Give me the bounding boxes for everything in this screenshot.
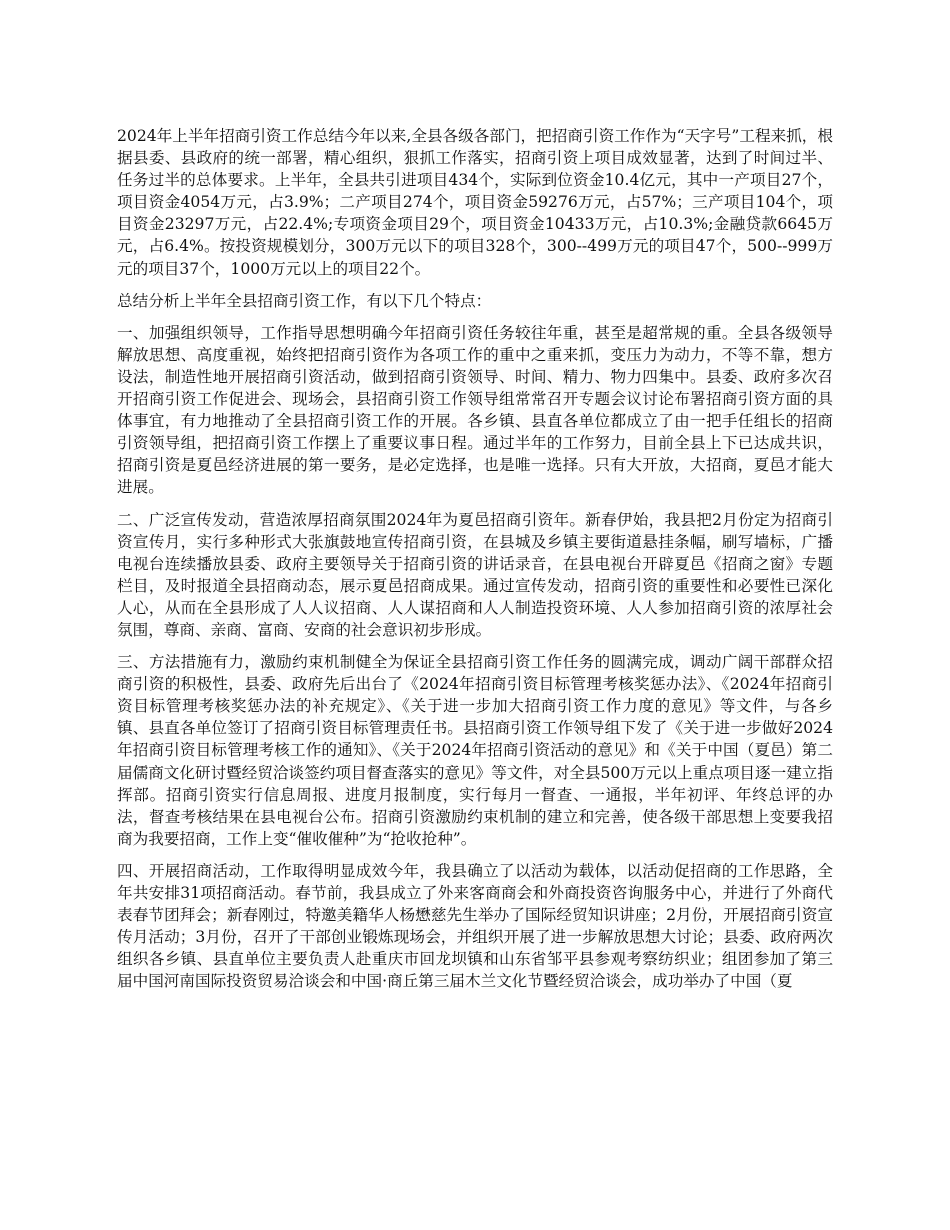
paragraph-summary-lead: 总结分析上半年全县招商引资工作，有以下几个特点： xyxy=(117,291,492,310)
paragraph-section-1: 一、加强组织领导，工作指导思想明确今年招商引资任务较往年重，甚至是超常规的重。全县各级领导解放思想、高度重视，始终把招商引资作为各项工作的重中之重来抓，变压力为动力，不等不靠，想方设法，制造性地开展招商引资活动，做到招商引资领导、时间、精力、物力四集中。县委、政府多次召开招商引资工作促进会、现场会，县招商引资工作领导组常常召开专题会议讨论布署招商引资方面的具体事宜，有力地推动了全县招商引资工作的开展。各乡镇、县直各单位都成立了由一把手任组长的招商引资领导组，把招商引资工作摆上了重要议事日程。通过半年的工作努力，目前全县上下已达成共识，招商引资是夏邑经济进展的第一要务，是必定选择，也是唯一选择。只有大开放，大招商，夏邑才能大进展。 xyxy=(117,323,833,497)
paragraph-section-2: 二、广泛宣传发动，营造浓厚招商氛围2024年为夏邑招商引资年。新春伊始，我县把2月份定为招商引资宣传月，实行多种形式大张旗鼓地宣传招商引资，在县城及乡镇主要街道悬挂条幅，刷写墙标，广播电视台连续播放县委、政府主要领导关于招商引资的讲话录音，在县电视台开辟夏邑《招商之窗》专题栏目，及时报道全县招商动态，展示夏邑招商成果。通过宣传发动，招商引资的重要性和必要性已深化人心，从而在全县形成了人人议招商、人人谋招商和人人制造投资环境、人人参加招商引资的浓厚社会氛围，尊商、亲商、富商、安商的社会意识初步形成。 xyxy=(117,510,833,639)
paragraph-section-3: 三、方法措施有力，激励约束机制健全为保证全县招商引资工作任务的圆满完成，调动广阔干部群众招商引资的积极性，县委、政府先后出台了《2024年招商引资目标管理考核奖惩办法》、《2024年招商引资目标管理考核奖惩办法的补充规定》、《关于进一步加大招商引资工作力度的意见》等文件，与各乡镇、县直各单位签订了招商引资目标管理责任书。县招商引资工作领导组下发了《关于进一步做好2024年招商引资目标管理考核工作的通知》、《关于2024年招商引资活动的意见》和《关于中国（夏邑）第二届儒商文化研讨暨经贸洽谈签约项目督查落实的意见》等文件，对全县500万元以上重点项目逐一建立指挥部。招商引资实行信息周报、进度月报制度，实行每月一督查、一通报，半年初评、年终总评的办法，督查考核结果在县电视台公布。招商引资激励约束机制的建立和完善，使各级干部思想上变要我招商为我要招商，工作上变“催收催种”为“抢收抢种”。 xyxy=(117,653,833,848)
document-body xyxy=(117,125,833,1002)
paragraph-intro: 2024年上半年招商引资工作总结今年以来,全县各级各部门，把招商引资工作作为“天字号”工程来抓，根据县委、县政府的统一部署，精心组织，狠抓工作落实，招商引资上项目成效显著，达到了时间过半、任务过半的总体要求。上半年，全县共引进项目434个，实际到位资金10.4亿元，其中一产项目27个，项目资金4054万元，占3.9%；二产项目274个，项目资金59276万元，占57%；三产项目104个，项目资金23297万元，占22.4%;专项资金项目29个，项目资金10433万元，占10.3%;金融贷款6645万元，占6.4%。按投资规模划分，300万元以下的项目328个，300--499万元的项目47个，500--999万元的项目37个，1000万元以上的项目22个。 xyxy=(117,127,833,278)
paragraph-section-4: 四、开展招商活动，工作取得明显成效今年，我县确立了以活动为载体，以活动促招商的工作思路，全年共安排31项招商活动。春节前，我县成立了外来客商商会和外商投资咨询服务中心，并进行了外商代表春节团拜会；新春刚过，特邀美籍华人杨懋慈先生举办了国际经贸知识讲座；2月份，开展招商引资宣传月活动；3月份，召开了干部创业锻炼现场会，并组织开展了进一步解放思想大讨论；县委、政府两次组织各乡镇、县直单位主要负责人赴重庆市回龙坝镇和山东省邹平县参观考察纺织业；组团参加了第三届中国河南国际投资贸易洽谈会和中国·商丘第三届木兰文化节暨经贸洽谈会，成功举办了中国（夏 xyxy=(117,861,833,991)
